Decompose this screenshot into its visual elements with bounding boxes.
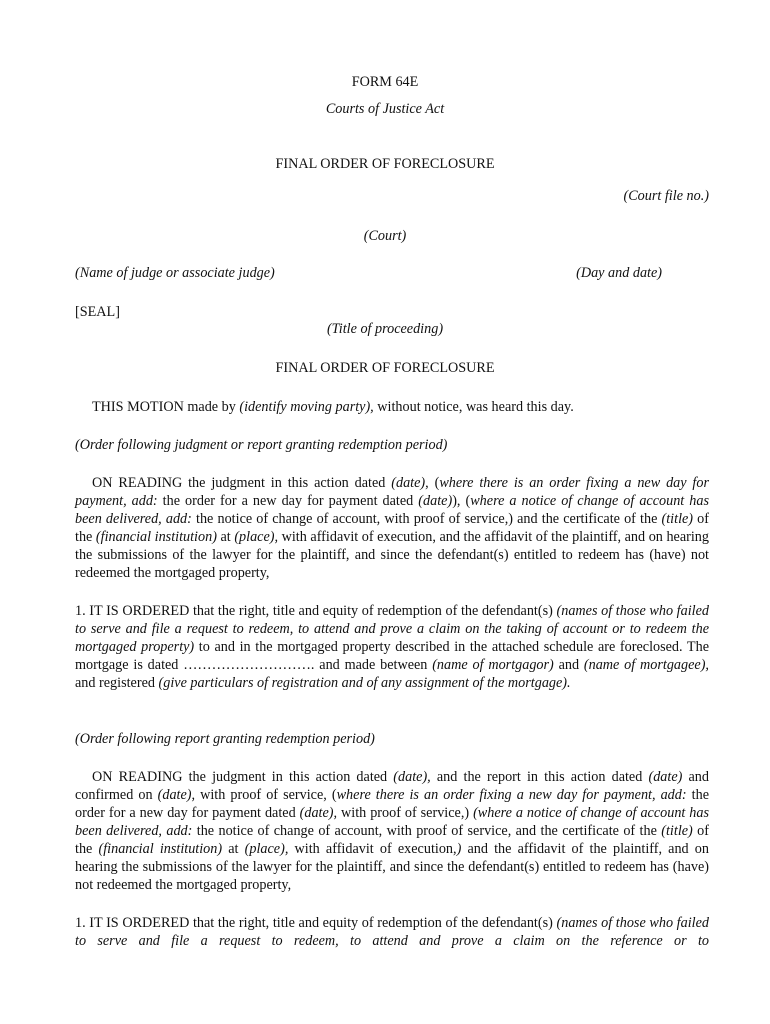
title-of-proceeding: (Title of proceeding) bbox=[326, 321, 444, 337]
document-title: FINAL ORDER OF FORECLOSURE bbox=[275, 156, 495, 172]
on-reading-paragraph-2: ON READING the judgment in this action dated (date), and the report in this action dated (date) and confirmed on (date), with proof of service, (where there is an order fixing a new day for payment, add: the order for a new day for payment dated (date), with proof of service,) (where a notice of change of account has been delivered, add: the notice of change of account, with proof of service, and the certificate of the (title) of the (financial institution) at (place), with affidavit of execution,) and the affidavit of the plaintiff, and on hearing the submissions of the lawyer for the plaintiff, and since the defendant(s) entitled to redeem has (have) not redeemed the mortgaged property, bbox=[75, 769, 710, 893]
judge-name: (Name of judge or associate judge) bbox=[75, 265, 275, 281]
court-name: (Court) bbox=[363, 228, 407, 244]
motion-statement: THIS MOTION made by (identify moving party), without notice, was heard this day. bbox=[92, 399, 574, 415]
day-and-date: (Day and date) bbox=[576, 265, 662, 281]
order-title: FINAL ORDER OF FORECLOSURE bbox=[275, 360, 495, 376]
section-heading-report: (Order following report granting redemption period) bbox=[75, 731, 375, 747]
act-name: Courts of Justice Act bbox=[325, 101, 445, 117]
seal: [SEAL] bbox=[75, 304, 120, 320]
on-reading-paragraph-1: ON READING the judgment in this action dated (date), (where there is an order fixing a new day for payment, add: the order for a new day for payment dated (date)), (where a notice of change of account has been delivered, add: the notice of change of account, with proof of service,) and the certificate of the (title) of the (financial institution) at (place), with affidavit of execution, and the affidavit of the plaintiff, and on hearing the submissions of the lawyer for the plaintiff, and since the defendant(s) entitled to redeem has (have) not redeemed the mortgaged property, bbox=[75, 475, 709, 581]
ordered-paragraph-2: 1. IT IS ORDERED that the right, title and equity of redemption of the defendant(s) (names of those who failed to serve and file a request to redeem, to attend and prove a claim on the reference or to bbox=[75, 915, 709, 949]
section-heading-judgment: (Order following judgment or report granting redemption period) bbox=[75, 437, 448, 453]
court-file-number: (Court file no.) bbox=[623, 188, 709, 204]
ordered-paragraph-1: 1. IT IS ORDERED that the right, title and equity of redemption of the defendant(s) (names of those who failed to serve and file a request to redeem, to attend and prove a claim on the taking of account or to redeem the mortgaged property) to and in the mortgaged property described in the attached schedule are foreclosed. The mortgage is dated ………………………. and made between (name of mortgagor) and (name of mortgagee), and registered (give particulars of registration and of any assignment of the mortgage). bbox=[75, 603, 709, 691]
form-number: FORM 64E bbox=[351, 74, 419, 90]
